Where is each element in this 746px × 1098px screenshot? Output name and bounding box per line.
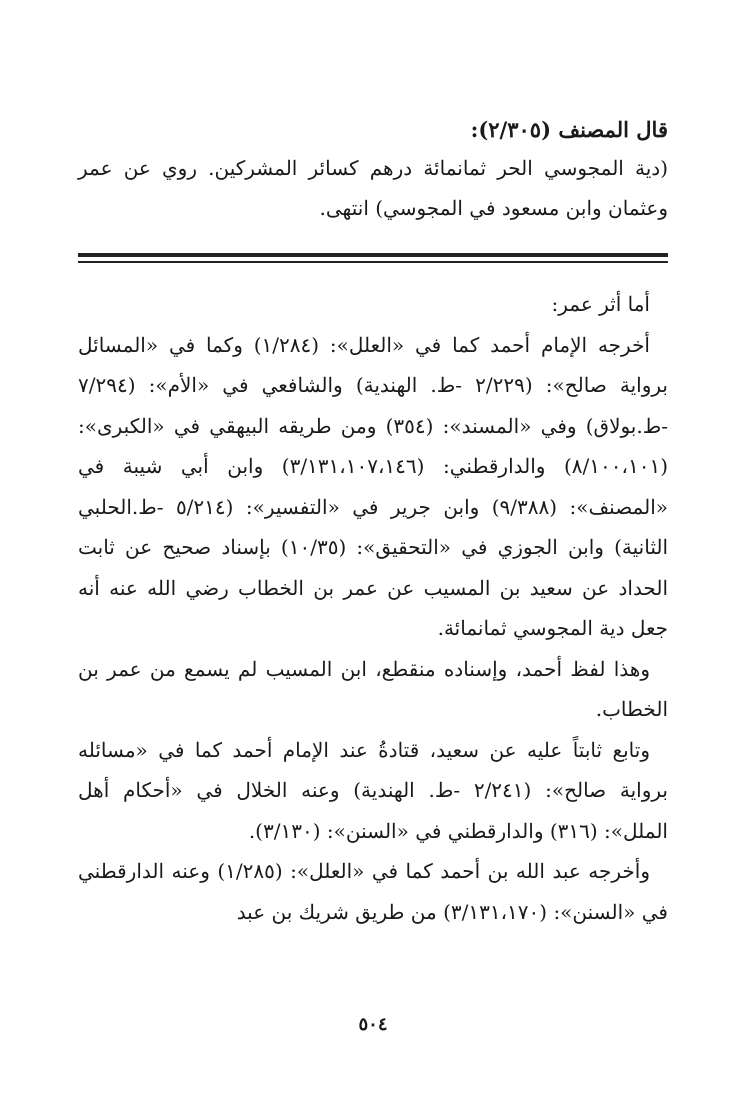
commentary-body [78,284,668,932]
paragraph-umar-heading: أما أثر عمر: [551,292,650,316]
paragraph-abdullah-ahmad: وأخرجه عبد الله بن أحمد كما في «العلل»: (١/٢٨٥) وعنه الدارقطني في «السنن»: (٣/١٣١،١٧٠) من طريق شريك بن عبد [78,859,668,924]
paragraph-mutaba-qatada: وتابع ثابتاً عليه عن سعيد، قتادةُ عند الإمام أحمد كما في «مسائله برواية صالح»: (٢/٢٤١ -ط. الهندية) وعنه الخلال في «أحكام أهل الملل»: (٣١٦) والدارقطني في «السنن»: (٣/١٣٠). [78,737,668,843]
quote-text: (دية المجوسي الحر ثمانمائة درهم كسائر المشركين. روي عن عمر وعثمان وابن مسعود في المجوسي) انتهى. [78,156,669,220]
paragraph-takhrij-ahmad: أخرجه الإمام أحمد كما في «العلل»: (١/٢٨٤) وكما في «المسائل برواية صالح»: (٢/٢٢٩ -ط. الهندية) والشافعي في «الأم»: (٧/٢٩٤ -ط.بولاق) وفي «المسند»: (٣٥٤) ومن طريقه البيهقي في «الكبرى»: (٨/١٠٠،١٠١) والدارقطني: (٣/١٣١،١٠٧،١٤٦) وابن أبي شيبة في «المصنف»: (٩/٣٨٨) وابن جرير في «التفسير»: (٥/٢١٤ -ط.الحلبي الثانية) وابن الجوزي في «التحقيق»: (١٠/٣٥) بإسناد صحيح عن ثابت الحداد عن سعيد بن المسيب عن عمر بن الخطاب رضي الله عنه أنه جعل دية المجوسي ثمانمائة. [78,332,669,640]
divider-thin [78,261,668,263]
quoted-passage [78,112,668,228]
quote-heading: قال المصنف (٢/٣٠٥): [470,117,668,142]
page-number: ٥٠٤ [358,1014,388,1035]
paragraph-lafz-ahmad: وهذا لفظ أحمد، وإسناده منقطع، ابن المسيب لم يسمع من عمر بن الخطاب. [78,656,668,721]
divider-thick [78,253,668,257]
